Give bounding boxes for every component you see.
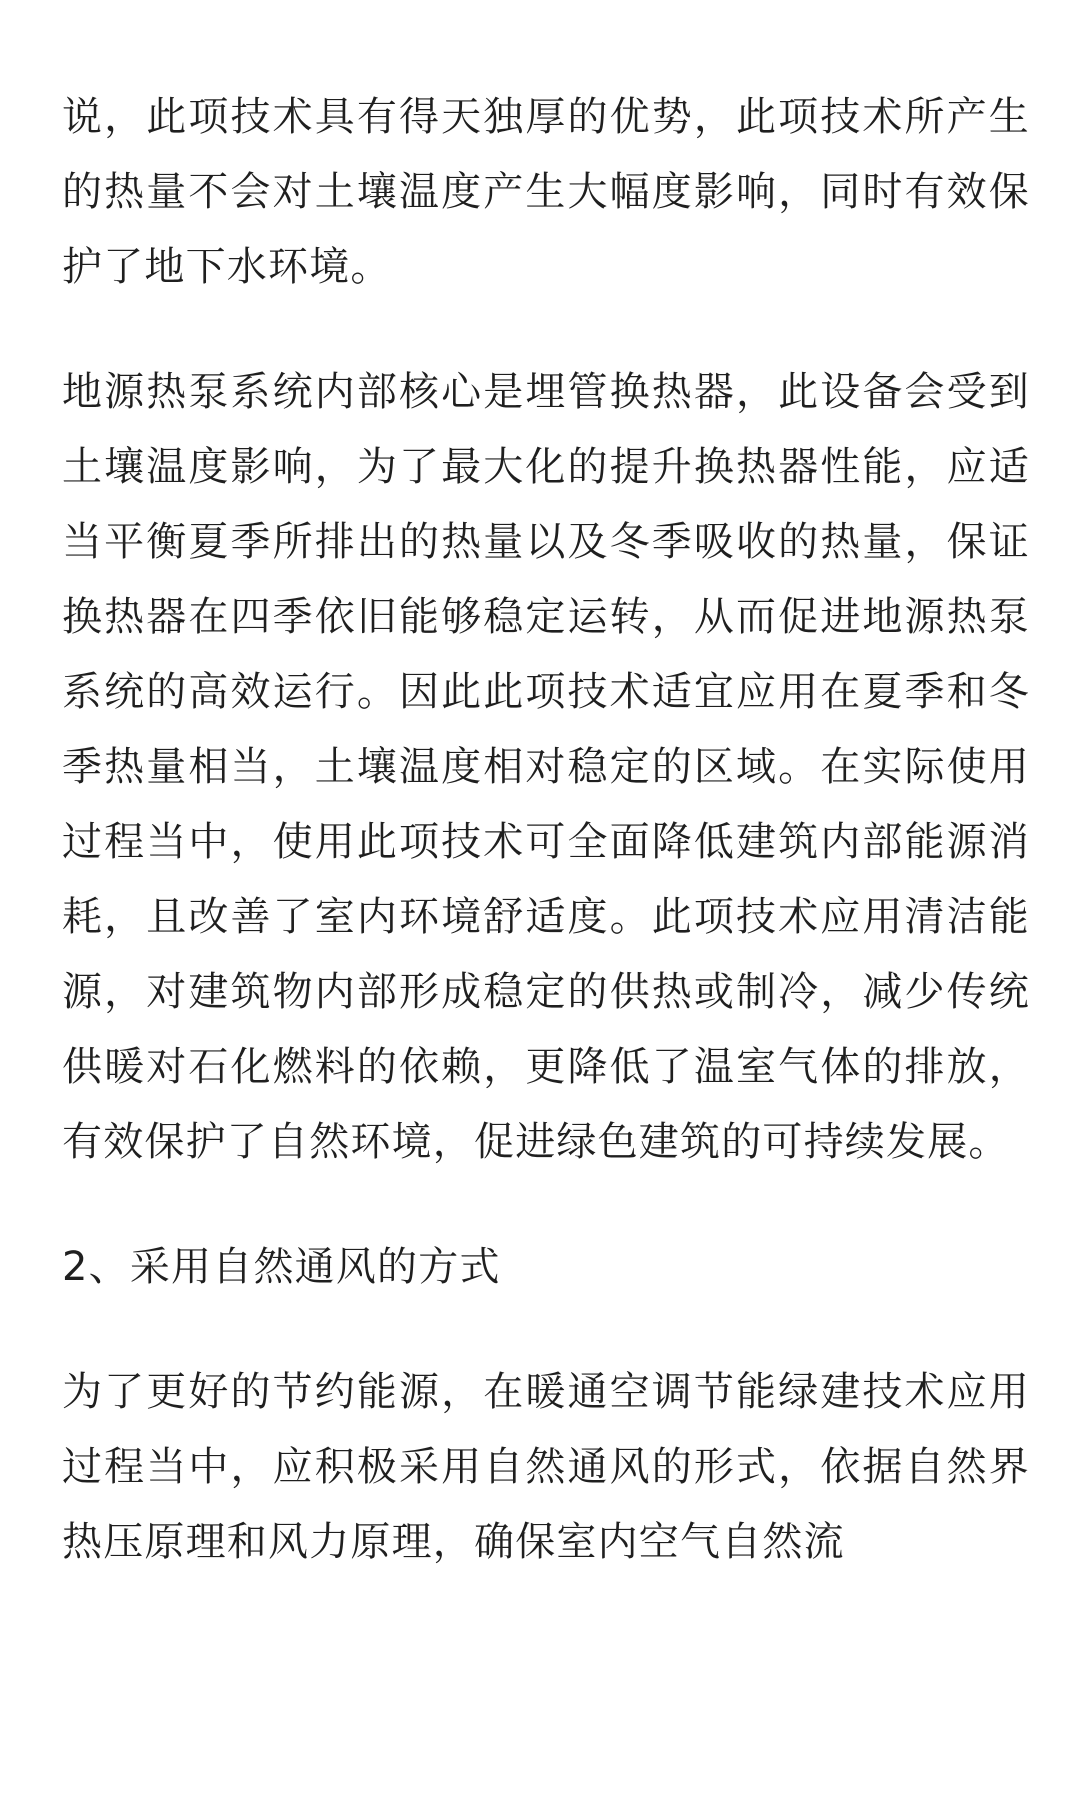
paragraph: 地源热泵系统内部核心是埋管换热器，此设备会受到土壤温度影响，为了最大化的提升换热器性能，应适当平衡夏季所排出的热量以及冬季吸收的热量，保证换热器在四季依旧能够稳定运转，从而促进地源热泵系统的高效运行。因此此项技术适宜应用在夏季和冬季热量相当，土壤温度相对稳定的区域。在实际使用过程当中，使用此项技术可全面降低建筑内部能源消耗，且改善了室内环境舒适度。此项技术应用清洁能源，对建筑物内部形成稳定的供热或制冷，减少传统供暖对石化燃料的依赖，更降低了温室气体的排放，有效保护了自然环境，促进绿色建筑的可持续发展。 [62,369,1030,1165]
paragraph: 为了更好的节约能源，在暖通空调节能绿建技术应用过程当中，应积极采用自然通风的形式，依据自然界热压原理和风力原理，确保室内空气自然流 [62,1369,1030,1565]
article-body [62,80,1030,1630]
section-heading: 2、采用自然通风的方式 [62,1244,501,1290]
paragraph: 说，此项技术具有得天独厚的优势，此项技术所产生的热量不会对土壤温度产生大幅度影响，同时有效保护了地下水环境。 [62,94,1030,290]
